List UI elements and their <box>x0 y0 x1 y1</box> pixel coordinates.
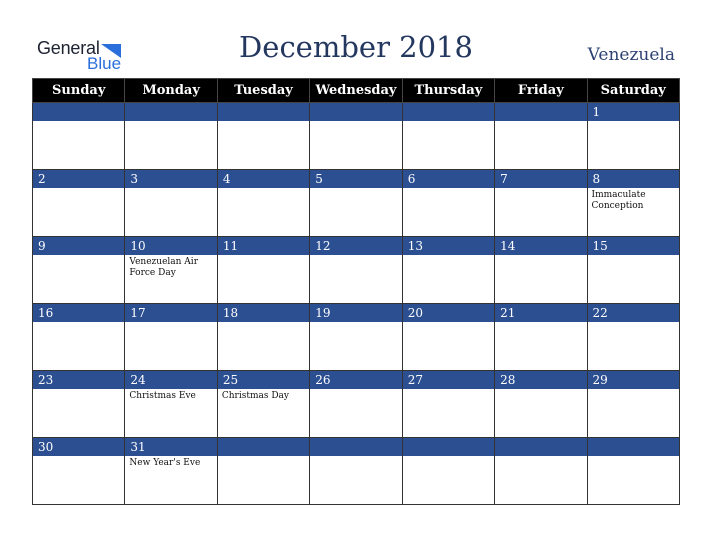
day-number: 23 <box>33 371 124 389</box>
day-cell <box>310 438 402 505</box>
day-cell <box>587 371 679 438</box>
day-number: 10 <box>125 237 216 255</box>
holiday-label <box>310 322 401 370</box>
day-cell <box>310 237 402 304</box>
holiday-label <box>403 188 494 236</box>
holiday-label <box>495 322 586 370</box>
holiday-label <box>33 188 124 236</box>
day-cell <box>125 371 217 438</box>
day-number: 27 <box>403 371 494 389</box>
day-number: 26 <box>310 371 401 389</box>
holiday-label: Christmas Eve <box>129 391 196 401</box>
day-cell <box>495 103 587 170</box>
day-cell <box>587 170 679 237</box>
day-cell <box>495 170 587 237</box>
logo-general-text: General <box>37 38 100 58</box>
day-cell <box>587 438 679 505</box>
weekday-header: Wednesday <box>310 79 402 103</box>
week-row <box>33 103 680 170</box>
day-number: 24 <box>125 371 216 389</box>
day-cell <box>587 237 679 304</box>
weekday-header: Tuesday <box>217 79 309 103</box>
day-cell <box>402 304 494 371</box>
day-number: 4 <box>218 170 309 188</box>
day-cell <box>125 170 217 237</box>
day-cell <box>310 170 402 237</box>
day-number <box>403 103 494 121</box>
country-label: Venezuela <box>587 45 675 65</box>
holiday-label <box>495 121 586 169</box>
day-cell <box>402 438 494 505</box>
day-cell <box>33 103 125 170</box>
weekday-header: Thursday <box>402 79 494 103</box>
day-cell <box>402 237 494 304</box>
day-cell <box>125 304 217 371</box>
day-number: 29 <box>588 371 679 389</box>
day-number: 8 <box>588 170 679 188</box>
day-number: 3 <box>125 170 216 188</box>
holiday-label <box>495 389 586 437</box>
day-number: 25 <box>218 371 309 389</box>
weekday-header-row <box>33 79 680 103</box>
day-number: 7 <box>495 170 586 188</box>
day-number: 22 <box>588 304 679 322</box>
day-cell <box>125 103 217 170</box>
day-number <box>403 438 494 456</box>
holiday-label <box>403 389 494 437</box>
day-cell <box>402 170 494 237</box>
day-number: 18 <box>218 304 309 322</box>
day-number: 12 <box>310 237 401 255</box>
day-number: 16 <box>33 304 124 322</box>
weekday-header: Friday <box>495 79 587 103</box>
holiday-label <box>310 456 401 504</box>
holiday-label <box>218 255 309 303</box>
day-number: 6 <box>403 170 494 188</box>
day-cell <box>33 304 125 371</box>
holiday-label: Christmas Day <box>221 391 289 401</box>
day-number: 1 <box>588 103 679 121</box>
day-cell <box>495 237 587 304</box>
holiday-label <box>218 456 309 504</box>
week-row <box>33 438 680 505</box>
week-row <box>33 237 680 304</box>
holiday-label <box>403 456 494 504</box>
day-number <box>310 103 401 121</box>
day-number: 20 <box>403 304 494 322</box>
day-cell <box>33 371 125 438</box>
page-title: December 2018 <box>239 30 473 64</box>
holiday-label <box>218 322 309 370</box>
logo-blue-text: Blue <box>87 54 122 73</box>
day-number <box>588 438 679 456</box>
day-cell <box>310 103 402 170</box>
day-number: 2 <box>33 170 124 188</box>
day-number: 11 <box>218 237 309 255</box>
day-cell <box>495 371 587 438</box>
holiday-label <box>33 322 124 370</box>
day-number <box>125 103 216 121</box>
holiday-label <box>588 389 679 437</box>
holiday-label <box>33 389 124 437</box>
day-number: 19 <box>310 304 401 322</box>
week-row <box>33 304 680 371</box>
holiday-label <box>588 456 679 504</box>
day-number: 5 <box>310 170 401 188</box>
day-number <box>218 103 309 121</box>
holiday-label <box>403 121 494 169</box>
day-cell <box>33 237 125 304</box>
holiday-label <box>588 255 679 303</box>
holiday-label <box>495 456 586 504</box>
day-cell <box>125 237 217 304</box>
week-row <box>33 170 680 237</box>
holiday-label <box>125 322 216 370</box>
day-number <box>495 103 586 121</box>
day-cell <box>495 438 587 505</box>
day-number: 13 <box>403 237 494 255</box>
day-number: 9 <box>33 237 124 255</box>
weekday-header: Sunday <box>33 79 125 103</box>
day-cell <box>33 170 125 237</box>
holiday-label <box>588 322 679 370</box>
holiday-label <box>310 255 401 303</box>
holiday-label <box>218 188 309 236</box>
holiday-label <box>125 121 216 169</box>
day-cell <box>402 371 494 438</box>
holiday-label <box>218 121 309 169</box>
holiday-label <box>33 255 124 303</box>
holiday-label <box>495 255 586 303</box>
holiday-label <box>403 322 494 370</box>
weekday-header: Saturday <box>587 79 679 103</box>
day-cell <box>402 103 494 170</box>
day-number: 21 <box>495 304 586 322</box>
day-cell <box>217 304 309 371</box>
day-cell <box>495 304 587 371</box>
day-cell <box>587 304 679 371</box>
weekday-header: Monday <box>125 79 217 103</box>
day-number <box>495 438 586 456</box>
holiday-label: New Year's Eve <box>129 458 201 468</box>
day-cell <box>217 371 309 438</box>
holiday-label <box>33 121 124 169</box>
holiday-label <box>588 121 679 169</box>
day-cell <box>310 304 402 371</box>
holiday-label <box>310 188 401 236</box>
day-number <box>218 438 309 456</box>
holiday-label <box>310 121 401 169</box>
day-cell <box>125 438 217 505</box>
holiday-label <box>33 456 124 504</box>
holiday-label <box>310 389 401 437</box>
day-cell <box>33 438 125 505</box>
day-number: 30 <box>33 438 124 456</box>
holiday-label <box>403 255 494 303</box>
week-row <box>33 371 680 438</box>
day-number: 15 <box>588 237 679 255</box>
holiday-label <box>125 188 216 236</box>
calendar-grid <box>32 78 680 505</box>
day-cell <box>587 103 679 170</box>
holiday-label <box>495 188 586 236</box>
holiday-label: Venezuelan Air Force Day <box>129 257 198 278</box>
day-number <box>310 438 401 456</box>
day-cell <box>310 371 402 438</box>
day-number: 28 <box>495 371 586 389</box>
day-number <box>33 103 124 121</box>
day-cell <box>217 438 309 505</box>
day-number: 17 <box>125 304 216 322</box>
day-cell <box>217 170 309 237</box>
day-cell <box>217 103 309 170</box>
day-number: 31 <box>125 438 216 456</box>
day-cell <box>217 237 309 304</box>
day-number: 14 <box>495 237 586 255</box>
holiday-label: Immaculate Conception <box>591 190 646 211</box>
